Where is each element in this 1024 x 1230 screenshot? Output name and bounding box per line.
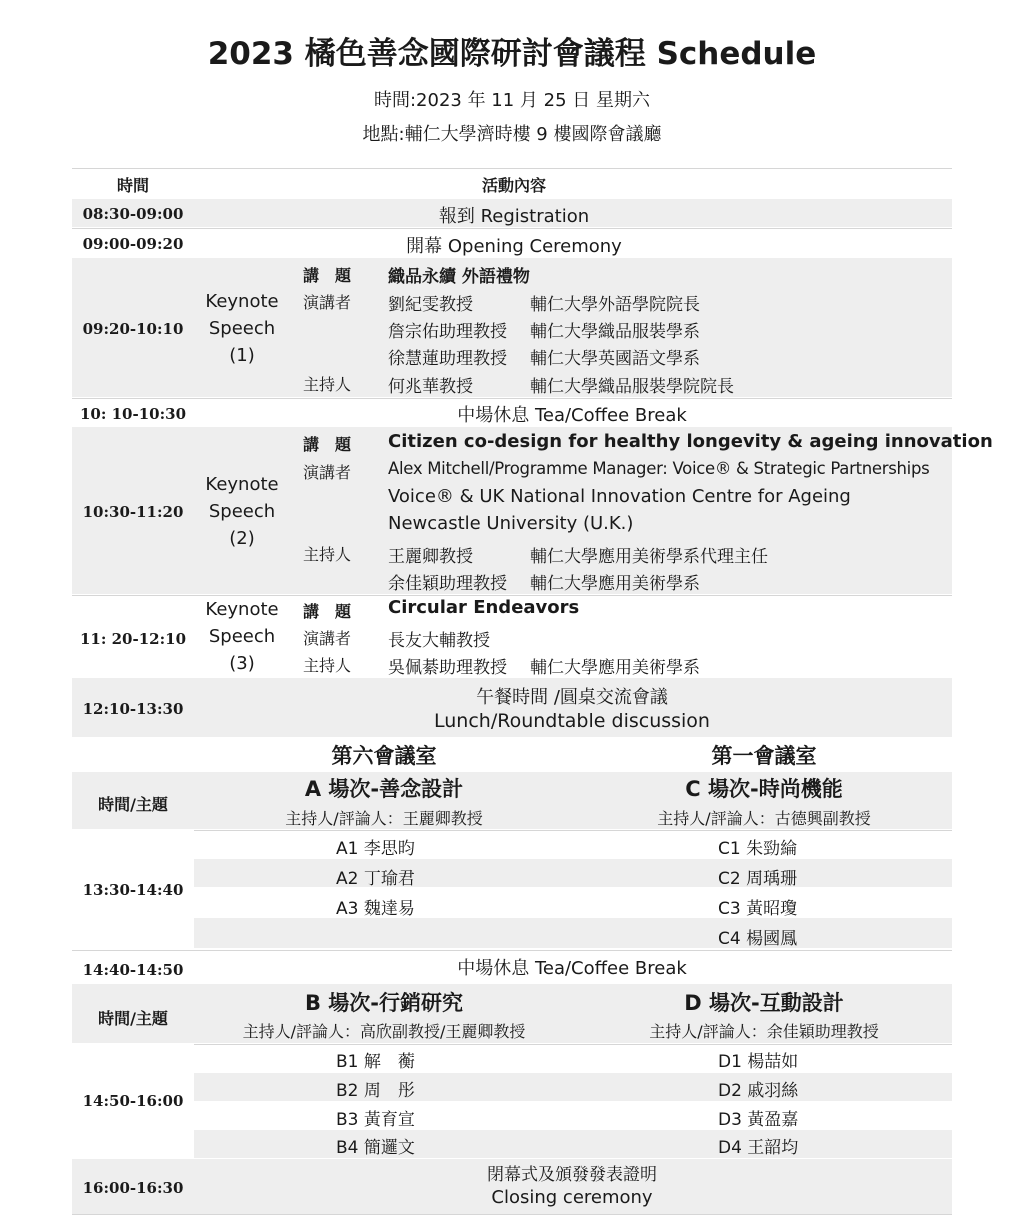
paper-a3: A3 魏達易 <box>336 899 415 919</box>
paper-d2: D2 戚羽絲 <box>718 1081 799 1101</box>
host-affiliation: 輔仁大學應用美術學系代理主任 <box>530 547 768 567</box>
session-b-moderator: 主持人/評論人：高欣副教授/王麗卿教授 <box>242 1022 526 1041</box>
keynote-2-topic: Citizen co-design for healthy longevity & ageing innovation <box>388 431 993 452</box>
row-time: 16:00-16:30 <box>82 1179 184 1197</box>
paper-d1: D1 楊喆如 <box>718 1052 799 1072</box>
break-text: 中場休息 Tea/Coffee Break <box>457 405 687 426</box>
host-label: 主持人 <box>303 545 352 564</box>
paper-row <box>194 1130 952 1158</box>
keynote-label-line: Keynote <box>205 291 279 312</box>
host-name: 余佳穎助理教授 <box>388 574 507 594</box>
session-a-moderator: 主持人/評論人：王麗卿教授 <box>285 809 483 828</box>
speaker-line: Newcastle University (U.K.) <box>388 513 634 534</box>
row-time: 09:20-10:10 <box>82 320 184 338</box>
keynote-3-topic: Circular Endeavors <box>388 597 580 618</box>
paper-d3: D3 黃盈嘉 <box>718 1110 799 1130</box>
session-b-title: B 場次-行銷研究 <box>304 991 464 1015</box>
paper-b2: B2 周 彤 <box>336 1081 415 1101</box>
host-name: 何兆華教授 <box>388 377 473 397</box>
closing-line: Closing ceremony <box>491 1187 653 1208</box>
paper-b3: B3 黃育宣 <box>336 1110 415 1130</box>
topic-label: 講 題 <box>303 602 352 621</box>
opening-text: 開幕 Opening Ceremony <box>406 236 622 257</box>
row-time: 13:30-14:40 <box>82 881 184 899</box>
row-time: 10:30-11:20 <box>82 503 184 521</box>
speaker-name: 長友大輔教授 <box>388 631 490 651</box>
speaker-affiliation: 輔仁大學外語學院院長 <box>530 295 700 315</box>
keynote-1-label <box>196 288 288 369</box>
speaker-line: Alex Mitchell/Programme Manager: Voice® & Strategic Partnerships <box>388 459 930 478</box>
paper-c2: C2 周瑀珊 <box>718 869 798 889</box>
speaker-label: 演講者 <box>303 629 352 648</box>
paper-b1: B1 解 蘅 <box>336 1052 415 1072</box>
host-name: 王麗卿教授 <box>388 547 473 567</box>
keynote-label-line: (1) <box>229 345 255 366</box>
registration-text: 報到 Registration <box>438 206 590 227</box>
keynote-label-line: Speech <box>208 626 276 647</box>
host-label: 主持人 <box>303 375 352 394</box>
host-label: 主持人 <box>303 656 352 675</box>
paper-row <box>194 830 952 859</box>
session-c-moderator: 主持人/評論人：古德興副教授 <box>657 809 871 828</box>
host-affiliation: 輔仁大學應用美術學系 <box>530 574 700 594</box>
keynote-label-line: (2) <box>229 528 255 549</box>
lunch-line: 午餐時間 /圓桌交流會議 <box>476 687 668 708</box>
room-right: 第一會議室 <box>711 744 817 768</box>
paper-row <box>194 1102 952 1129</box>
row-time: 14:50-16:00 <box>82 1092 184 1110</box>
header-time-topic: 時間/主題 <box>98 1009 168 1028</box>
row-time: 08:30-09:00 <box>82 205 184 223</box>
speaker-name: 詹宗佑助理教授 <box>388 322 507 342</box>
paper-row <box>194 888 952 917</box>
row-time: 09:00-09:20 <box>82 235 184 253</box>
paper-c4: C4 楊國鳳 <box>718 929 798 949</box>
row-time: 14:40-14:50 <box>82 961 184 979</box>
host-name: 吳佩綦助理教授 <box>388 658 507 678</box>
keynote-label-line: (3) <box>229 653 255 674</box>
row-time: 10: 10-10:30 <box>79 405 187 423</box>
session-c-title: C 場次-時尚機能 <box>685 777 843 801</box>
topic-label: 講 題 <box>303 435 352 454</box>
speaker-affiliation: 輔仁大學織品服裝學系 <box>530 322 700 342</box>
row-time: 12:10-13:30 <box>82 700 184 718</box>
paper-c3: C3 黃昭瓊 <box>718 899 798 919</box>
speaker-label: 演講者 <box>303 463 352 482</box>
closing-line: 閉幕式及頒發發表證明 <box>487 1165 657 1185</box>
keynote-1-topic: 織品永續 外語禮物 <box>388 267 530 287</box>
session-a-title: A 場次-善念設計 <box>304 777 464 801</box>
paper-c1: C1 朱勁綸 <box>718 839 798 859</box>
paper-row <box>194 918 952 948</box>
session-d-moderator: 主持人/評論人：余佳穎助理教授 <box>649 1022 879 1041</box>
keynote-label-line: Keynote <box>205 599 279 620</box>
session-d-title: D 場次-互動設計 <box>684 991 844 1015</box>
paper-row <box>194 1044 952 1073</box>
header-time-topic: 時間/主題 <box>98 795 168 814</box>
paper-row <box>194 859 952 887</box>
paper-a1: A1 李思昀 <box>336 839 415 859</box>
header-content: 活動內容 <box>481 176 546 195</box>
event-date: 時間:2023 年 11 月 25 日 星期六 <box>373 90 650 111</box>
topic-label: 講 題 <box>303 266 352 285</box>
break-text: 中場休息 Tea/Coffee Break <box>457 958 687 979</box>
speaker-name: 劉紀雯教授 <box>388 295 473 315</box>
keynote-label-line: Speech <box>208 318 276 339</box>
speaker-name: 徐慧蓮助理教授 <box>388 349 507 369</box>
row-time: 11: 20-12:10 <box>79 630 187 648</box>
keynote-label-line: Speech <box>208 501 276 522</box>
lunch-line: Lunch/Roundtable discussion <box>434 710 710 732</box>
paper-a2: A2 丁瑜君 <box>336 869 415 889</box>
speaker-line: Voice® & UK National Innovation Centre for Ageing <box>388 486 851 507</box>
speaker-affiliation: 輔仁大學英國語文學系 <box>530 349 700 369</box>
speaker-label: 演講者 <box>303 293 352 312</box>
keynote-3-label <box>196 596 288 677</box>
header-time: 時間 <box>116 176 149 195</box>
keynote-2-label <box>196 471 288 552</box>
paper-d4: D4 王韶均 <box>718 1138 799 1158</box>
event-venue: 地點:輔仁大學濟時樓 9 樓國際會議廳 <box>362 124 662 145</box>
keynote-label-line: Keynote <box>205 474 279 495</box>
host-affiliation: 輔仁大學應用美術學系 <box>530 658 700 678</box>
paper-b4: B4 簡邏文 <box>336 1138 415 1158</box>
paper-row <box>194 1073 952 1101</box>
room-left: 第六會議室 <box>331 744 437 768</box>
host-affiliation: 輔仁大學織品服裝學院院長 <box>530 377 734 397</box>
page-title: 2023 橘色善念國際研討會議程 Schedule <box>207 36 817 72</box>
